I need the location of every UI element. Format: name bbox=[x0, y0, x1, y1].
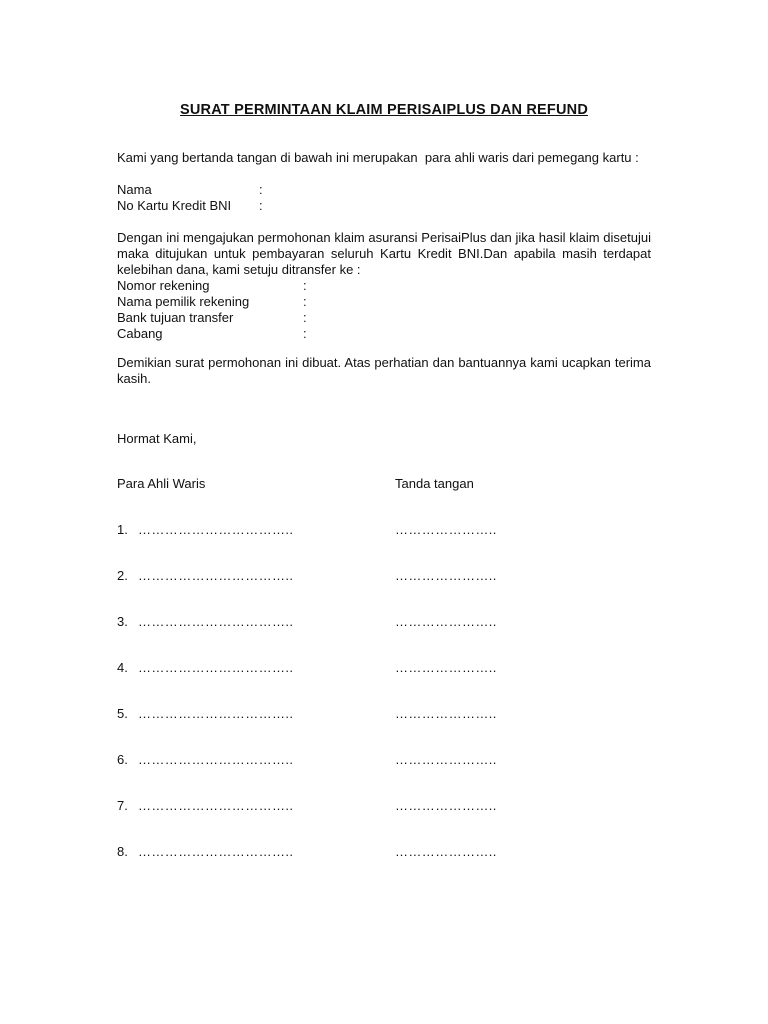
heirs-column-header: Para Ahli Waris bbox=[117, 476, 206, 491]
field-colon: : bbox=[259, 182, 263, 197]
row-number: 7. bbox=[117, 798, 128, 813]
signature-row bbox=[117, 844, 651, 860]
field-label: Bank tujuan transfer bbox=[117, 310, 234, 325]
field-row-nama-pemilik-rekening bbox=[117, 294, 651, 310]
signature-dotted-line: ………………….. bbox=[395, 798, 497, 813]
signature-row bbox=[117, 522, 651, 538]
field-colon: : bbox=[303, 278, 307, 293]
signature-column-header: Tanda tangan bbox=[395, 476, 474, 491]
field-label: No Kartu Kredit BNI bbox=[117, 198, 232, 213]
transfer-fields bbox=[117, 278, 651, 342]
signature-dotted-line: ………………….. bbox=[395, 614, 497, 629]
signature-dotted-line: ………………….. bbox=[395, 660, 497, 675]
field-label: Nomor rekening bbox=[117, 278, 210, 293]
name-dotted-line: …………………………….. bbox=[138, 614, 294, 629]
name-dotted-line: …………………………….. bbox=[138, 844, 294, 859]
signature-list bbox=[117, 522, 651, 860]
name-dotted-line: …………………………….. bbox=[138, 798, 294, 813]
name-dotted-line: …………………………….. bbox=[138, 752, 294, 767]
signature-row bbox=[117, 660, 651, 676]
signature-dotted-line: ………………….. bbox=[395, 522, 497, 537]
field-colon: : bbox=[259, 198, 263, 213]
field-colon: : bbox=[303, 310, 307, 325]
intro-paragraph: Kami yang bertanda tangan di bawah ini merupakan para ahli waris dari pemegang kartu : bbox=[117, 150, 639, 165]
signature-dotted-line: ………………….. bbox=[395, 706, 497, 721]
field-label: Nama bbox=[117, 182, 152, 197]
closing-paragraph: Demikian surat permohonan ini dibuat. Atas perhatian dan bantuannya kami ucapkan terima kasih. bbox=[117, 355, 655, 386]
cardholder-fields bbox=[117, 182, 651, 214]
field-row-nama bbox=[117, 182, 651, 198]
letter-body bbox=[117, 102, 655, 860]
row-number: 8. bbox=[117, 844, 128, 859]
row-number: 4. bbox=[117, 660, 128, 675]
name-dotted-line: …………………………….. bbox=[138, 568, 294, 583]
signature-table-header bbox=[117, 476, 651, 492]
field-label: Cabang bbox=[117, 326, 163, 341]
request-paragraph: Dengan ini mengajukan permohonan klaim asuransi PerisaiPlus dan jika hasil klaim disetujui maka ditujukan untuk pembayaran seluruh Kartu Kredit BNI.Dan apabila masih terdapat kelebihan dana, kami setuju ditransfer ke : bbox=[117, 230, 655, 277]
field-row-cabang bbox=[117, 326, 651, 342]
row-number: 2. bbox=[117, 568, 128, 583]
row-number: 3. bbox=[117, 614, 128, 629]
name-dotted-line: …………………………….. bbox=[138, 660, 294, 675]
signature-row bbox=[117, 614, 651, 630]
signature-row bbox=[117, 752, 651, 768]
field-colon: : bbox=[303, 294, 307, 309]
row-number: 1. bbox=[117, 522, 128, 537]
field-colon: : bbox=[303, 326, 307, 341]
name-dotted-line: …………………………….. bbox=[138, 522, 294, 537]
field-row-bank-tujuan-transfer bbox=[117, 310, 651, 326]
row-number: 6. bbox=[117, 752, 128, 767]
document-title: SURAT PERMINTAAN KLAIM PERISAIPLUS DAN REFUND bbox=[179, 102, 589, 118]
signature-row bbox=[117, 706, 651, 722]
signature-dotted-line: ………………….. bbox=[395, 568, 497, 583]
field-label: Nama pemilik rekening bbox=[117, 294, 250, 309]
signature-dotted-line: ………………….. bbox=[395, 844, 497, 859]
field-row-no-kartu-kredit-bni bbox=[117, 198, 651, 214]
signature-dotted-line: ………………….. bbox=[395, 752, 497, 767]
signature-row bbox=[117, 568, 651, 584]
field-row-nomor-rekening bbox=[117, 278, 651, 294]
salutation: Hormat Kami, bbox=[117, 431, 197, 446]
name-dotted-line: …………………………….. bbox=[138, 706, 294, 721]
signature-row bbox=[117, 798, 651, 814]
row-number: 5. bbox=[117, 706, 128, 721]
